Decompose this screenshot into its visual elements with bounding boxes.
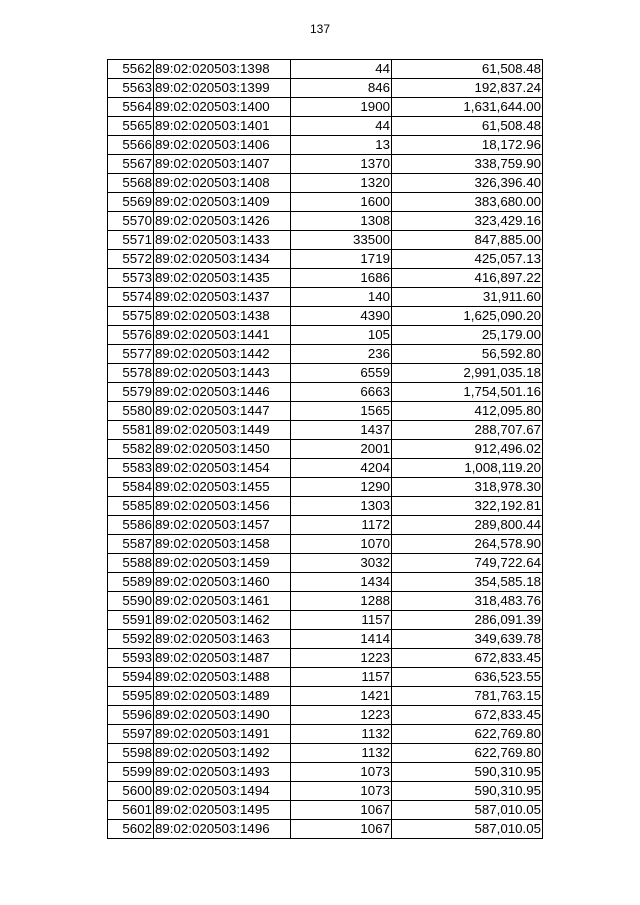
area-cell: 4390	[291, 307, 392, 326]
area-cell: 13	[291, 136, 392, 155]
area-cell: 1157	[291, 611, 392, 630]
area-cell: 1421	[291, 687, 392, 706]
value-cell: 912,496.02	[392, 440, 543, 459]
row-number-cell: 5575	[108, 307, 154, 326]
value-cell: 31,911.60	[392, 288, 543, 307]
cadastral-number-cell: 89:02:020503:1398	[154, 60, 291, 79]
value-cell: 749,722.64	[392, 554, 543, 573]
cadastral-number-cell: 89:02:020503:1447	[154, 402, 291, 421]
value-cell: 425,057.13	[392, 250, 543, 269]
cadastral-number-cell: 89:02:020503:1434	[154, 250, 291, 269]
value-cell: 264,578.90	[392, 535, 543, 554]
area-cell: 2001	[291, 440, 392, 459]
value-cell: 781,763.15	[392, 687, 543, 706]
row-number-cell: 5570	[108, 212, 154, 231]
cadastral-number-cell: 89:02:020503:1408	[154, 174, 291, 193]
cadastral-number-cell: 89:02:020503:1401	[154, 117, 291, 136]
cadastral-number-cell: 89:02:020503:1455	[154, 478, 291, 497]
row-number-cell: 5596	[108, 706, 154, 725]
value-cell: 1,754,501.16	[392, 383, 543, 402]
table-row	[108, 573, 543, 592]
cadastral-number-cell: 89:02:020503:1442	[154, 345, 291, 364]
data-table	[107, 59, 543, 839]
cadastral-number-cell: 89:02:020503:1449	[154, 421, 291, 440]
row-number-cell: 5591	[108, 611, 154, 630]
area-cell: 1172	[291, 516, 392, 535]
table-row	[108, 136, 543, 155]
area-cell: 140	[291, 288, 392, 307]
row-number-cell: 5599	[108, 763, 154, 782]
cadastral-number-cell: 89:02:020503:1489	[154, 687, 291, 706]
area-cell: 1437	[291, 421, 392, 440]
table-row	[108, 592, 543, 611]
value-cell: 590,310.95	[392, 782, 543, 801]
row-number-cell: 5579	[108, 383, 154, 402]
table-row	[108, 79, 543, 98]
table-row	[108, 421, 543, 440]
value-cell: 2,991,035.18	[392, 364, 543, 383]
table-row	[108, 250, 543, 269]
cadastral-number-cell: 89:02:020503:1454	[154, 459, 291, 478]
row-number-cell: 5600	[108, 782, 154, 801]
cadastral-number-cell: 89:02:020503:1450	[154, 440, 291, 459]
value-cell: 636,523.55	[392, 668, 543, 687]
row-number-cell: 5598	[108, 744, 154, 763]
value-cell: 672,833.45	[392, 706, 543, 725]
table-row	[108, 307, 543, 326]
cadastral-number-cell: 89:02:020503:1488	[154, 668, 291, 687]
value-cell: 672,833.45	[392, 649, 543, 668]
value-cell: 326,396.40	[392, 174, 543, 193]
row-number-cell: 5586	[108, 516, 154, 535]
cadastral-number-cell: 89:02:020503:1406	[154, 136, 291, 155]
row-number-cell: 5601	[108, 801, 154, 820]
table-row	[108, 649, 543, 668]
row-number-cell: 5564	[108, 98, 154, 117]
cadastral-number-cell: 89:02:020503:1438	[154, 307, 291, 326]
value-cell: 338,759.90	[392, 155, 543, 174]
area-cell: 1434	[291, 573, 392, 592]
area-cell: 105	[291, 326, 392, 345]
value-cell: 416,897.22	[392, 269, 543, 288]
value-cell: 1,631,644.00	[392, 98, 543, 117]
area-cell: 1565	[291, 402, 392, 421]
row-number-cell: 5581	[108, 421, 154, 440]
cadastral-number-cell: 89:02:020503:1426	[154, 212, 291, 231]
table-body	[108, 60, 543, 839]
table-row	[108, 459, 543, 478]
row-number-cell: 5592	[108, 630, 154, 649]
value-cell: 61,508.48	[392, 117, 543, 136]
table-row	[108, 269, 543, 288]
row-number-cell: 5585	[108, 497, 154, 516]
area-cell: 846	[291, 79, 392, 98]
area-cell: 1073	[291, 782, 392, 801]
value-cell: 1,008,119.20	[392, 459, 543, 478]
cadastral-number-cell: 89:02:020503:1490	[154, 706, 291, 725]
area-cell: 1132	[291, 744, 392, 763]
cadastral-number-cell: 89:02:020503:1409	[154, 193, 291, 212]
area-cell: 1303	[291, 497, 392, 516]
area-cell: 1290	[291, 478, 392, 497]
value-cell: 288,707.67	[392, 421, 543, 440]
area-cell: 33500	[291, 231, 392, 250]
table-row	[108, 193, 543, 212]
area-cell: 3032	[291, 554, 392, 573]
area-cell: 1900	[291, 98, 392, 117]
row-number-cell: 5565	[108, 117, 154, 136]
area-cell: 1067	[291, 820, 392, 839]
table-row	[108, 345, 543, 364]
row-number-cell: 5602	[108, 820, 154, 839]
area-cell: 1073	[291, 763, 392, 782]
row-number-cell: 5578	[108, 364, 154, 383]
area-cell: 44	[291, 60, 392, 79]
table-row	[108, 782, 543, 801]
row-number-cell: 5582	[108, 440, 154, 459]
value-cell: 18,172.96	[392, 136, 543, 155]
area-cell: 1320	[291, 174, 392, 193]
table-row	[108, 288, 543, 307]
row-number-cell: 5574	[108, 288, 154, 307]
value-cell: 349,639.78	[392, 630, 543, 649]
row-number-cell: 5563	[108, 79, 154, 98]
table-row	[108, 326, 543, 345]
value-cell: 587,010.05	[392, 820, 543, 839]
table-row	[108, 801, 543, 820]
value-cell: 56,592.80	[392, 345, 543, 364]
table-row	[108, 497, 543, 516]
value-cell: 590,310.95	[392, 763, 543, 782]
row-number-cell: 5594	[108, 668, 154, 687]
area-cell: 1067	[291, 801, 392, 820]
area-cell: 1308	[291, 212, 392, 231]
cadastral-number-cell: 89:02:020503:1399	[154, 79, 291, 98]
value-cell: 622,769.80	[392, 725, 543, 744]
table-row	[108, 478, 543, 497]
table-row	[108, 212, 543, 231]
value-cell: 587,010.05	[392, 801, 543, 820]
row-number-cell: 5566	[108, 136, 154, 155]
table-row	[108, 117, 543, 136]
row-number-cell: 5567	[108, 155, 154, 174]
row-number-cell: 5590	[108, 592, 154, 611]
table-row	[108, 725, 543, 744]
cadastral-number-cell: 89:02:020503:1495	[154, 801, 291, 820]
area-cell: 236	[291, 345, 392, 364]
cadastral-number-cell: 89:02:020503:1435	[154, 269, 291, 288]
row-number-cell: 5572	[108, 250, 154, 269]
cadastral-number-cell: 89:02:020503:1460	[154, 573, 291, 592]
area-cell: 44	[291, 117, 392, 136]
table-row	[108, 402, 543, 421]
area-cell: 1414	[291, 630, 392, 649]
value-cell: 61,508.48	[392, 60, 543, 79]
row-number-cell: 5584	[108, 478, 154, 497]
row-number-cell: 5580	[108, 402, 154, 421]
cadastral-number-cell: 89:02:020503:1496	[154, 820, 291, 839]
cadastral-number-cell: 89:02:020503:1400	[154, 98, 291, 117]
area-cell: 1223	[291, 649, 392, 668]
row-number-cell: 5593	[108, 649, 154, 668]
page-number: 137	[309, 22, 331, 36]
area-cell: 1132	[291, 725, 392, 744]
cadastral-number-cell: 89:02:020503:1487	[154, 649, 291, 668]
table-row	[108, 706, 543, 725]
area-cell: 1370	[291, 155, 392, 174]
table-row	[108, 630, 543, 649]
value-cell: 354,585.18	[392, 573, 543, 592]
cadastral-number-cell: 89:02:020503:1407	[154, 155, 291, 174]
cadastral-number-cell: 89:02:020503:1446	[154, 383, 291, 402]
area-cell: 1157	[291, 668, 392, 687]
table-row	[108, 364, 543, 383]
row-number-cell: 5576	[108, 326, 154, 345]
area-cell: 4204	[291, 459, 392, 478]
table-row	[108, 535, 543, 554]
cadastral-number-cell: 89:02:020503:1433	[154, 231, 291, 250]
row-number-cell: 5568	[108, 174, 154, 193]
table-row	[108, 155, 543, 174]
row-number-cell: 5562	[108, 60, 154, 79]
table-row	[108, 687, 543, 706]
cadastral-number-cell: 89:02:020503:1441	[154, 326, 291, 345]
area-cell: 1223	[291, 706, 392, 725]
value-cell: 383,680.00	[392, 193, 543, 212]
value-cell: 323,429.16	[392, 212, 543, 231]
area-cell: 1070	[291, 535, 392, 554]
table-row	[108, 744, 543, 763]
value-cell: 318,978.30	[392, 478, 543, 497]
cadastral-number-cell: 89:02:020503:1491	[154, 725, 291, 744]
area-cell: 1600	[291, 193, 392, 212]
value-cell: 286,091.39	[392, 611, 543, 630]
table-row	[108, 820, 543, 839]
table-row	[108, 98, 543, 117]
row-number-cell: 5571	[108, 231, 154, 250]
table-row	[108, 174, 543, 193]
cadastral-number-cell: 89:02:020503:1462	[154, 611, 291, 630]
cadastral-number-cell: 89:02:020503:1437	[154, 288, 291, 307]
cadastral-number-cell: 89:02:020503:1459	[154, 554, 291, 573]
row-number-cell: 5587	[108, 535, 154, 554]
value-cell: 322,192.81	[392, 497, 543, 516]
table-row	[108, 440, 543, 459]
area-cell: 1686	[291, 269, 392, 288]
value-cell: 847,885.00	[392, 231, 543, 250]
cadastral-number-cell: 89:02:020503:1457	[154, 516, 291, 535]
cadastral-number-cell: 89:02:020503:1463	[154, 630, 291, 649]
cadastral-number-cell: 89:02:020503:1493	[154, 763, 291, 782]
value-cell: 412,095.80	[392, 402, 543, 421]
table-row	[108, 611, 543, 630]
row-number-cell: 5577	[108, 345, 154, 364]
table-row	[108, 516, 543, 535]
value-cell: 192,837.24	[392, 79, 543, 98]
table-row	[108, 763, 543, 782]
cadastral-number-cell: 89:02:020503:1494	[154, 782, 291, 801]
table-row	[108, 554, 543, 573]
cadastral-number-cell: 89:02:020503:1458	[154, 535, 291, 554]
cadastral-number-cell: 89:02:020503:1492	[154, 744, 291, 763]
row-number-cell: 5595	[108, 687, 154, 706]
value-cell: 1,625,090.20	[392, 307, 543, 326]
table-row	[108, 60, 543, 79]
area-cell: 1719	[291, 250, 392, 269]
row-number-cell: 5569	[108, 193, 154, 212]
table-row	[108, 668, 543, 687]
area-cell: 6559	[291, 364, 392, 383]
row-number-cell: 5597	[108, 725, 154, 744]
value-cell: 25,179.00	[392, 326, 543, 345]
area-cell: 6663	[291, 383, 392, 402]
cadastral-number-cell: 89:02:020503:1443	[154, 364, 291, 383]
value-cell: 318,483.76	[392, 592, 543, 611]
table-row	[108, 383, 543, 402]
value-cell: 622,769.80	[392, 744, 543, 763]
area-cell: 1288	[291, 592, 392, 611]
cadastral-number-cell: 89:02:020503:1456	[154, 497, 291, 516]
row-number-cell: 5589	[108, 573, 154, 592]
value-cell: 289,800.44	[392, 516, 543, 535]
row-number-cell: 5583	[108, 459, 154, 478]
table-row	[108, 231, 543, 250]
row-number-cell: 5573	[108, 269, 154, 288]
row-number-cell: 5588	[108, 554, 154, 573]
cadastral-number-cell: 89:02:020503:1461	[154, 592, 291, 611]
